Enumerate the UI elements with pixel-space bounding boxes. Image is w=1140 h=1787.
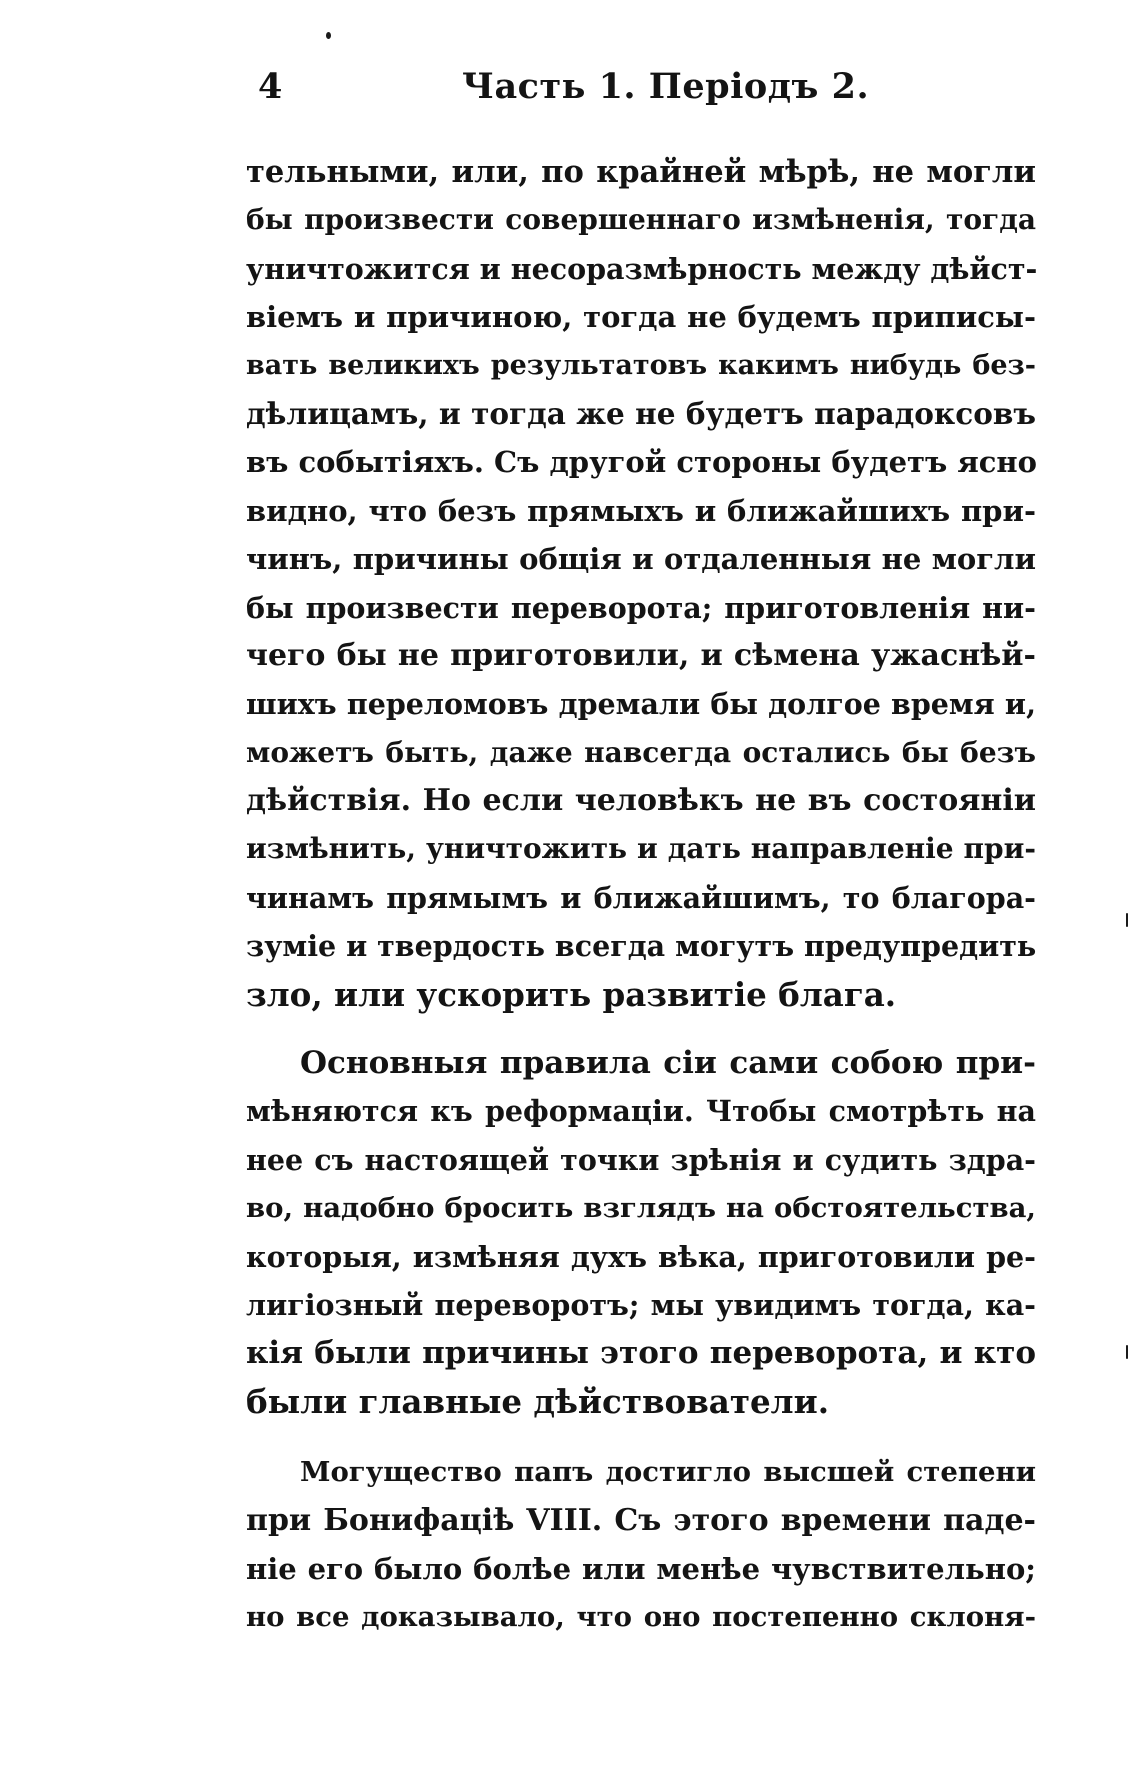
text-line: видно, что безъ прямыхъ и ближайшихъ при-: [246, 493, 1036, 528]
running-head: [258, 66, 1034, 118]
paragraph-2: [246, 1039, 1036, 1426]
text-line: были главные дѣйствователи.: [246, 1381, 830, 1421]
text-line: въ событіяхъ. Съ другой стороны будетъ ясно: [246, 445, 1037, 480]
page-number: 4: [258, 66, 283, 107]
text-line: шихъ переломовъ дремали бы долгое время и,: [246, 687, 1036, 722]
text-line: ніе его было болѣе или менѣе чувствительно;: [246, 1551, 1036, 1586]
text-line: измѣнить, уничтожить и дать направленіе при-: [246, 832, 1036, 866]
text-line: зуміе и твердость всегда могутъ предупредить: [246, 929, 1037, 964]
text-line: віемъ и причиною, тогда не будемъ приписы-: [246, 300, 1036, 335]
text-line: во, надобно бросить взглядъ на обстоятельства,: [246, 1192, 1036, 1225]
text-line: бы произвести совершеннаго измѣненія, тогда: [246, 203, 1036, 237]
text-line: зло, или ускорить развитіе блага.: [246, 974, 897, 1014]
text-line: чинамъ прямымъ и ближайшимъ, то благора-: [246, 880, 1036, 915]
running-title: Часть 1. Періодъ 2.: [462, 66, 870, 107]
paragraph-1: [246, 148, 1036, 1019]
text-line: кія были причины этого переворота, и кто: [246, 1335, 1036, 1372]
text-line: дѣйствія. Но если человѣкъ не въ состояніи: [246, 783, 1036, 819]
text-line: Основныя правила сіи сами собою при-: [300, 1045, 1036, 1082]
text-line: но все доказывало, что оно постепенно склоня-: [246, 1601, 1036, 1634]
text-line: чинъ, причины общія и отдаленныя не могли: [246, 542, 1036, 577]
text-line: вать великихъ результатовъ какимъ нибудь без-: [246, 349, 1036, 381]
paragraph-3: [246, 1448, 1036, 1642]
text-line: лигіозный переворотъ; мы увидимъ тогда, ка-: [246, 1287, 1036, 1322]
text-line: тельными, или, по крайней мѣрѣ, не могли: [246, 154, 1036, 190]
text-line: чего бы не приготовили, и сѣмена ужаснѣй-: [246, 637, 1036, 673]
text-line: которыя, измѣняя духъ вѣка, приготовили ре-: [246, 1239, 1036, 1274]
ink-speck: [1126, 913, 1128, 927]
text-line: при Бонифаціѣ VIII. Съ этого времени паде-: [246, 1502, 1036, 1538]
ink-speck: [1126, 1345, 1128, 1359]
text-line: Могущество папъ достигло высшей степени: [300, 1456, 1036, 1489]
text-line: дѣлицамъ, и тогда же не будетъ парадоксовъ: [246, 395, 1036, 431]
text-line: бы произвести переворота; приготовленія ни-: [246, 590, 1036, 625]
text-line: уничтожится и несоразмѣрность между дѣйст-: [246, 251, 1038, 286]
text-body: [246, 148, 1036, 1642]
text-line: нее съ настоящей точки зрѣнія и судить здра-: [246, 1142, 1036, 1177]
text-line: мѣняются къ реформаціи. Чтобы смотрѣть на: [246, 1094, 1036, 1129]
ink-speck: [326, 32, 331, 39]
text-line: можетъ быть, даже навсегда остались бы безъ: [246, 735, 1036, 769]
